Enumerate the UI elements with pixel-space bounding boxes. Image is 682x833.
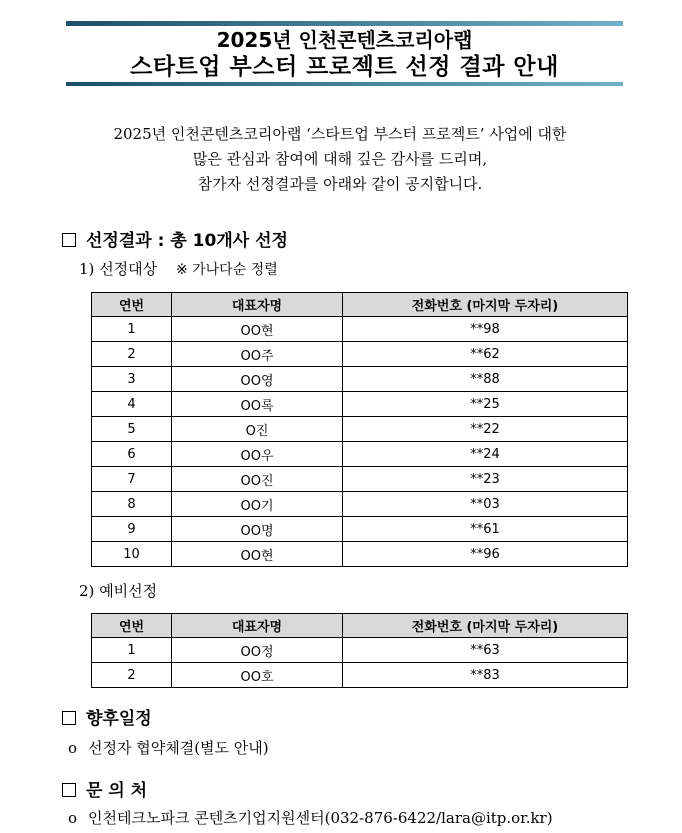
- row-number: 1: [92, 317, 172, 342]
- phone-last-digits: **24: [343, 442, 628, 467]
- row-number: 2: [92, 342, 172, 367]
- phone-last-digits: **23: [343, 467, 628, 492]
- reserve-table: [91, 613, 628, 688]
- row-number: 6: [92, 442, 172, 467]
- representative-name: OO정: [172, 638, 343, 663]
- phone-last-digits: **03: [343, 492, 628, 517]
- bullet-mark: o: [68, 739, 78, 757]
- section-title: 향후일정: [86, 709, 152, 729]
- title-line-2: 스타트업 부스터 프로젝트 선정 결과 안내: [130, 54, 559, 80]
- phone-last-digits: **25: [343, 392, 628, 417]
- sub-number: 2): [79, 582, 95, 600]
- table-row: [92, 442, 628, 467]
- title-bottom-bar: [66, 82, 623, 86]
- representative-name: OO주: [172, 342, 343, 367]
- checkbox-square-icon: [62, 783, 76, 797]
- col-header-no: 연번: [92, 293, 172, 317]
- bullet-mark: o: [68, 809, 78, 827]
- col-header-name: 대표자명: [172, 614, 343, 638]
- intro-line: 참가자 선정결과를 아래와 같이 공지합니다.: [197, 175, 483, 193]
- checkbox-square-icon: [62, 233, 76, 247]
- phone-last-digits: **62: [343, 342, 628, 367]
- table-row: [92, 392, 628, 417]
- sub-label: 예비선정: [99, 582, 158, 600]
- subheading-reserve: [79, 581, 157, 601]
- contact-bullet: [68, 808, 553, 828]
- table-row: [92, 367, 628, 392]
- sub-number: 1): [79, 260, 95, 278]
- title-line-1: 2025년 인천콘텐츠코리아랩: [216, 28, 473, 52]
- row-number: 2: [92, 663, 172, 688]
- col-header-phone: 전화번호 (마지막 두자리): [343, 293, 628, 317]
- representative-name: O진: [172, 417, 343, 442]
- representative-name: OO우: [172, 442, 343, 467]
- table-row: [92, 317, 628, 342]
- row-number: 10: [92, 542, 172, 567]
- table-row: [92, 342, 628, 367]
- col-header-phone: 전화번호 (마지막 두자리): [343, 614, 628, 638]
- row-number: 5: [92, 417, 172, 442]
- representative-name: OO명: [172, 517, 343, 542]
- representative-name: OO기: [172, 492, 343, 517]
- phone-last-digits: **88: [343, 367, 628, 392]
- row-number: 1: [92, 638, 172, 663]
- row-number: 9: [92, 517, 172, 542]
- bullet-text: 선정자 협약체결(별도 안내): [88, 739, 269, 757]
- table-row: [92, 417, 628, 442]
- intro-line: 많은 관심과 참여에 대해 깊은 감사를 드리며,: [192, 150, 488, 168]
- row-number: 8: [92, 492, 172, 517]
- schedule-bullet: [68, 738, 269, 758]
- table-row: [92, 467, 628, 492]
- phone-last-digits: **63: [343, 638, 628, 663]
- table-row: [92, 517, 628, 542]
- section-contact: [62, 780, 147, 802]
- table-header-row: [92, 293, 628, 317]
- representative-name: OO록: [172, 392, 343, 417]
- representative-name: OO호: [172, 663, 343, 688]
- col-header-no: 연번: [92, 614, 172, 638]
- table-row: [92, 638, 628, 663]
- intro-line: 2025년 인천콘텐츠코리아랩 ‘스타트업 부스터 프로젝트’ 사업에 대한: [113, 125, 567, 143]
- phone-last-digits: **61: [343, 517, 628, 542]
- col-header-name: 대표자명: [172, 293, 343, 317]
- section-schedule: [62, 708, 152, 730]
- section-title: 문 의 처: [86, 781, 148, 801]
- phone-last-digits: **98: [343, 317, 628, 342]
- row-number: 3: [92, 367, 172, 392]
- table-header-row: [92, 614, 628, 638]
- phone-last-digits: **83: [343, 663, 628, 688]
- table-row: [92, 492, 628, 517]
- section-title: 선정결과 : 총 10개사 선정: [86, 231, 288, 251]
- sub-label: 선정대상: [99, 260, 158, 278]
- row-number: 4: [92, 392, 172, 417]
- representative-name: OO진: [172, 467, 343, 492]
- subheading-selected: [79, 259, 278, 280]
- checkbox-square-icon: [62, 711, 76, 725]
- representative-name: OO영: [172, 367, 343, 392]
- representative-name: OO현: [172, 542, 343, 567]
- row-number: 7: [92, 467, 172, 492]
- representative-name: OO현: [172, 317, 343, 342]
- intro-paragraph: [40, 122, 640, 197]
- section-selection-results: [62, 230, 288, 252]
- title-top-bar: [66, 21, 623, 26]
- phone-last-digits: **22: [343, 417, 628, 442]
- table-row: [92, 542, 628, 567]
- sort-note: ※ 가나다순 정렬: [175, 262, 278, 278]
- bullet-text: 인천테크노파크 콘텐츠기업지원센터(032-876-6422/lara@itp.or.kr): [88, 809, 553, 827]
- phone-last-digits: **96: [343, 542, 628, 567]
- table-row: [92, 663, 628, 688]
- selected-table: [91, 292, 628, 567]
